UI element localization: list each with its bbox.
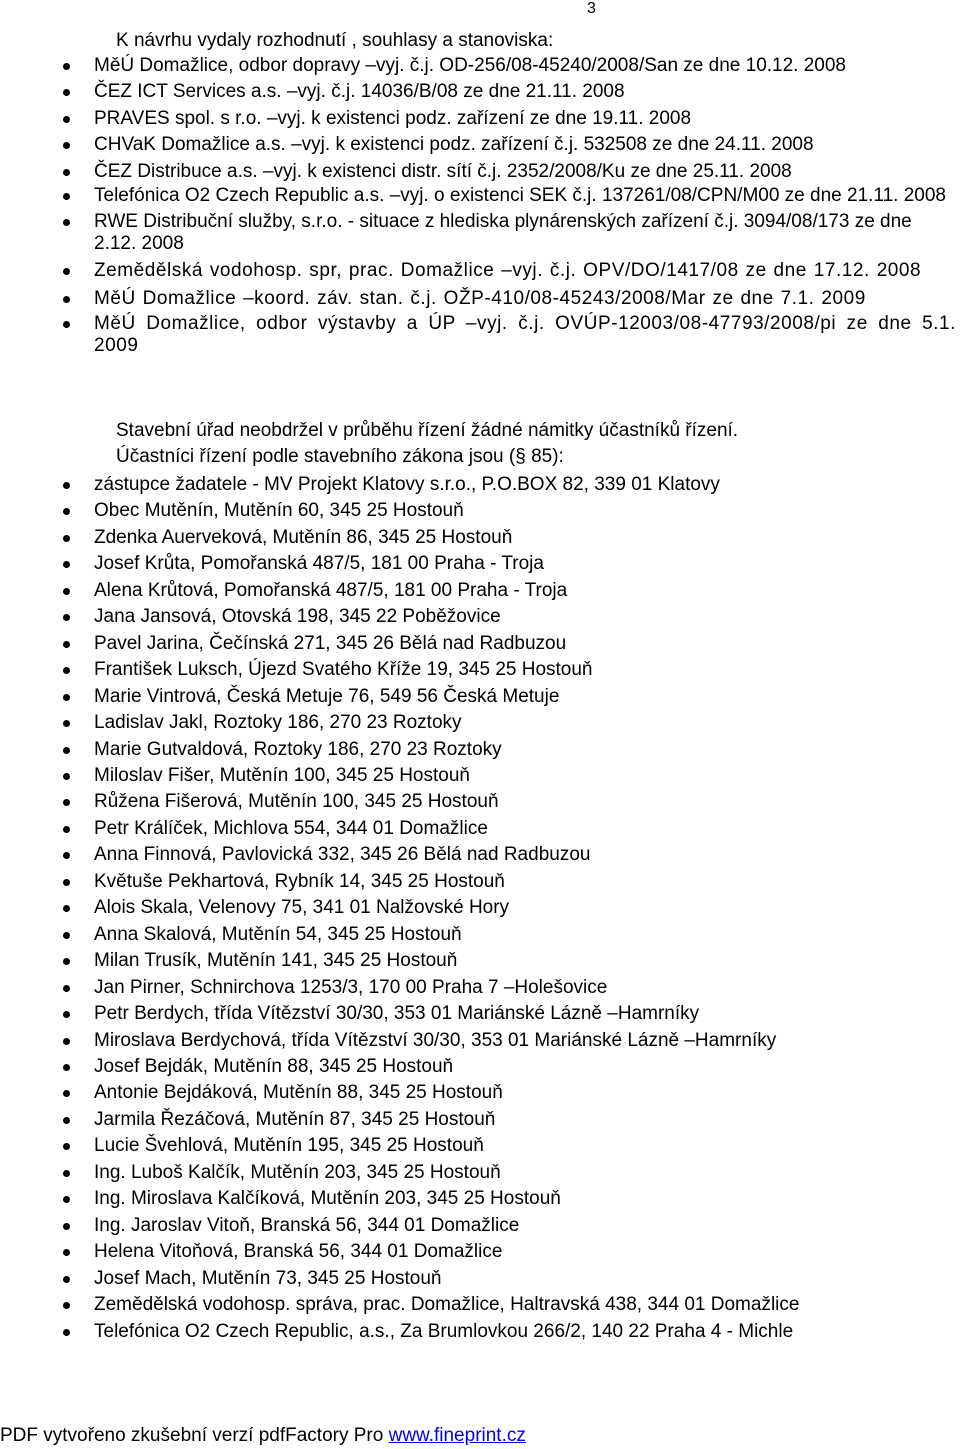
list-item: Miroslava Berdychová, třída Vítězství 30/30, 353 01 Mariánské Lázně –Hamrníky (94, 1028, 956, 1054)
list-item: Petr Králíček, Michlova 554, 344 01 Domažlice (94, 816, 956, 842)
list-item: Antonie Bejdáková, Mutěnín 88, 345 25 Hostouň (94, 1080, 956, 1106)
list-item: Miloslav Fišer, Mutěnín 100, 345 25 Hostouň (94, 763, 956, 789)
list-item: Jarmila Řezáčová, Mutěnín 87, 345 25 Hostouň (94, 1107, 956, 1133)
list-item: Josef Bejdák, Mutěnín 88, 345 25 Hostouň (94, 1054, 956, 1080)
list-item: Pavel Jarina, Čečínská 271, 345 26 Bělá nad Radbuzou (94, 631, 956, 657)
pdf-footer (0, 1425, 526, 1447)
authority-list (94, 53, 956, 361)
list-item: Marie Gutvaldová, Roztoky 186, 270 23 Roztoky (94, 737, 956, 763)
participants-heading: Účastníci řízení podle stavebního zákona jsou (§ 85): (116, 446, 564, 467)
list-item: Helena Vitoňová, Branská 56, 344 01 Domažlice (94, 1239, 956, 1265)
list-item: Ing. Jaroslav Vitoň, Branská 56, 344 01 Domažlice (94, 1213, 956, 1239)
intro-text: K návrhu vydaly rozhodnutí , souhlasy a stanoviska: (116, 30, 554, 51)
list-item: ČEZ Distribuce a.s. –vyj. k existenci distr. sítí č.j. 2352/2008/Ku ze dne 25.11. 2008 (94, 159, 956, 185)
list-item: Ing. Miroslava Kalčíková, Mutěnín 203, 345 25 Hostouň (94, 1186, 956, 1212)
list-item: Petr Berdych, třída Vítězství 30/30, 353 01 Mariánské Lázně –Hamrníky (94, 1001, 956, 1027)
list-item: Anna Skalová, Mutěnín 54, 345 25 Hostouň (94, 922, 956, 948)
list-item: Telefónica O2 Czech Republic, a.s., Za Brumlovkou 266/2, 140 22 Praha 4 - Michle (94, 1319, 956, 1345)
list-item: Milan Trusík, Mutěnín 141, 345 25 Hostouň (94, 948, 956, 974)
list-item: Zemědělská vodohosp. správa, prac. Domažlice, Haltravská 438, 344 01 Domažlice (94, 1292, 956, 1318)
footer-text: PDF vytvořeno zkušební verzí pdfFactory Pro (0, 1425, 389, 1446)
list-item: Ladislav Jakl, Roztoky 186, 270 23 Roztoky (94, 710, 956, 736)
list-item: Alena Krůtová, Pomořanská 487/5, 181 00 Praha - Troja (94, 578, 956, 604)
footer-link[interactable]: www.fineprint.cz (388, 1425, 526, 1446)
list-item: Lucie Švehlová, Mutěnín 195, 345 25 Hostouň (94, 1133, 956, 1159)
list-item: Anna Finnová, Pavlovická 332, 345 26 Bělá nad Radbuzou (94, 842, 956, 868)
list-item: MěÚ Domažlice, odbor výstavby a ÚP –vyj. č.j. OVÚP-12003/08-47793/2008/pi ze dne 5.1. 2009 (94, 312, 956, 356)
list-item: ČEZ ICT Services a.s. –vyj. č.j. 14036/B/08 ze dne 21.11. 2008 (94, 79, 956, 105)
list-item: Josef Mach, Mutěnín 73, 345 25 Hostouň (94, 1266, 956, 1292)
objections-note: Stavební úřad neobdržel v průběhu řízení žádné námitky účastníků řízení. (116, 420, 739, 441)
list-item: Obec Mutěnín, Mutěnín 60, 345 25 Hostouň (94, 498, 956, 524)
list-item: MěÚ Domažlice, odbor dopravy –vyj. č.j. OD-256/08-45240/2008/San ze dne 10.12. 2008 (94, 53, 956, 79)
list-item: CHVaK Domažlice a.s. –vyj. k existenci podz. zařízení č.j. 532508 ze dne 24.11. 2008 (94, 132, 956, 158)
list-item: Telefónica O2 Czech Republic a.s. –vyj. o existenci SEK č.j. 137261/08/CPN/M00 ze dne 21.11. 2008 (94, 185, 956, 207)
list-item: Jana Jansová, Otovská 198, 345 22 Poběžovice (94, 604, 956, 630)
list-item: Růžena Fišerová, Mutěnín 100, 345 25 Hostouň (94, 789, 956, 815)
list-item: Josef Krůta, Pomořanská 487/5, 181 00 Praha - Troja (94, 551, 956, 577)
list-item: Zemědělská vodohosp. spr, prac. Domažlice –vyj. č.j. OPV/DO/1417/08 ze dne 17.12. 2008 (94, 260, 956, 282)
participant-list (94, 472, 956, 1345)
list-item: Zdenka Auerveková, Mutěnín 86, 345 25 Hostouň (94, 525, 956, 551)
list-item: zástupce žadatele - MV Projekt Klatovy s.r.o., P.O.BOX 82, 339 01 Klatovy (94, 472, 956, 498)
list-item: Alois Skala, Velenovy 75, 341 01 Nalžovské Hory (94, 895, 956, 921)
list-item: Květuše Pekhartová, Rybník 14, 345 25 Hostouň (94, 869, 956, 895)
list-item: MěÚ Domažlice –koord. záv. stan. č.j. OŽP-410/08-45243/2008/Mar ze dne 7.1. 2009 (94, 286, 956, 312)
list-item: PRAVES spol. s r.o. –vyj. k existenci podz. zařízení ze dne 19.11. 2008 (94, 106, 956, 132)
list-item: Marie Vintrová, Česká Metuje 76, 549 56 Česká Metuje (94, 684, 956, 710)
page-number: 3 (587, 0, 596, 17)
list-item: Jan Pirner, Schnirchova 1253/3, 170 00 Praha 7 –Holešovice (94, 975, 956, 1001)
list-item: František Luksch, Újezd Svatého Kříže 19, 345 25 Hostouň (94, 657, 956, 683)
list-item: Ing. Luboš Kalčík, Mutěnín 203, 345 25 Hostouň (94, 1160, 956, 1186)
list-item: RWE Distribuční služby, s.r.o. - situace z hlediska plynárenských zařízení č.j. 3094/08/173 ze dne 2.12. 2008 (94, 211, 956, 255)
